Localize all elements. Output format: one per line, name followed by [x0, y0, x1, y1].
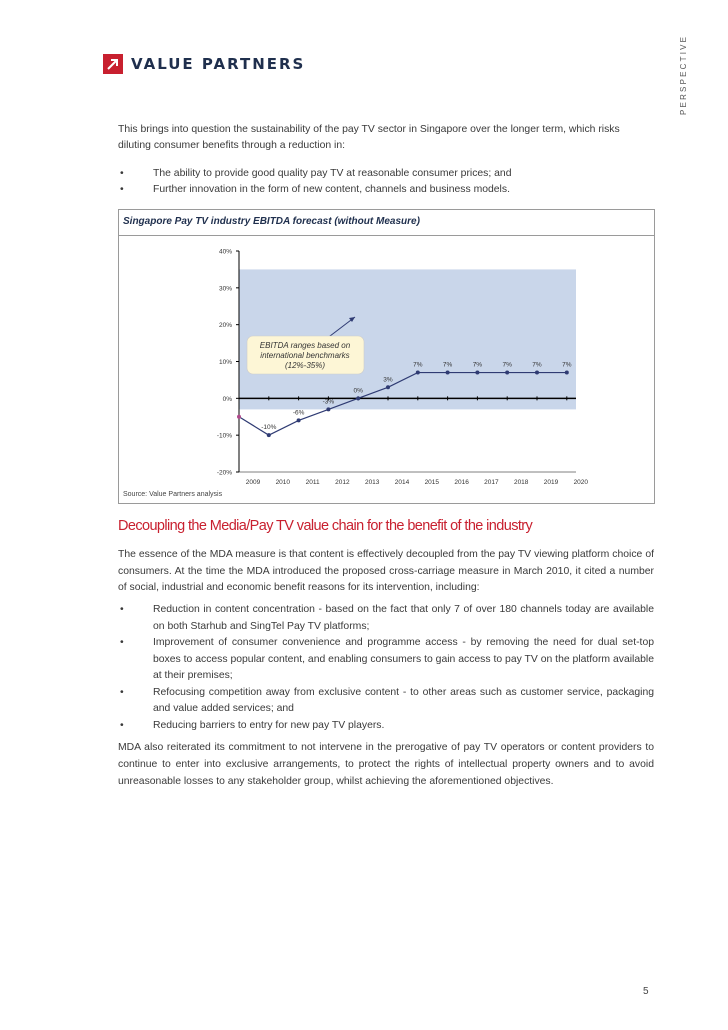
section-heading: Decoupling the Media/Pay TV value chain for the benefit of the industry — [118, 518, 533, 534]
x-tick-label: 2011 — [305, 479, 320, 486]
data-label: 7% — [502, 361, 512, 369]
figure-box — [118, 209, 655, 504]
annotation-text: (12%-35%) — [284, 361, 326, 370]
section-bullet-list — [118, 602, 654, 734]
closing-paragraph: MDA also reiterated its commitment to not intervene in the prerogative of pay TV operators or content providers to continue to enter into exclusive arrangements, to protect the rights of intellectual property owners and to avoid unreasonable losses to any stakeholder group, whilst achieving the aforementioned objectives. — [118, 742, 654, 787]
x-tick-label: 2020 — [573, 479, 589, 486]
figure-title: Singapore Pay TV industry EBITDA forecast (without Measure) — [123, 216, 420, 227]
annotation-text: international benchmarks — [260, 351, 350, 360]
y-tick-label: 20% — [218, 322, 232, 330]
page-number: 5 — [643, 986, 649, 997]
x-tick-label: 2013 — [364, 479, 380, 486]
annotation-text: EBITDA ranges based on — [259, 341, 351, 350]
data-point — [505, 371, 509, 375]
data-point — [475, 371, 479, 375]
data-label: 7% — [532, 361, 542, 369]
data-point — [386, 385, 390, 389]
data-label: -10% — [261, 424, 277, 432]
data-point — [356, 396, 360, 400]
intro-paragraph: This brings into question the sustainability of the pay TV sector in Singapore over the longer term, which risks diluting consumer benefits through a reduction in: — [118, 124, 620, 151]
brand-name: VALUE PARTNERS — [131, 55, 306, 73]
list-item: • Refocusing competition away from exclusive content - to other areas such as customer service, packaging and value added services; and — [118, 685, 654, 718]
y-tick-label: 0% — [222, 395, 232, 403]
x-tick-label: 2015 — [424, 479, 440, 486]
arrow-logo-icon — [103, 54, 123, 74]
list-item: • Improvement of consumer convenience and programme access - by removing the need for dual set-top boxes to access popular content, and enabling consumers to gain access to pay TV on the platform available at their premises; — [118, 635, 654, 685]
section-paragraph: The essence of the MDA measure is that content is effectively decoupled from the pay TV viewing platform choice of consumers. At the time the MDA introduced the proposed cross-carriage measure in March 2010, it cited a number of social, industrial and economic benefit reasons for its intervention, including: — [118, 549, 654, 593]
data-label: 7% — [442, 361, 453, 369]
y-tick-label: -20% — [216, 469, 232, 477]
list-item: • Reducing barriers to entry for new pay TV players. — [118, 718, 654, 735]
ebitda-chart — [119, 210, 654, 503]
list-item: • The ability to provide good quality pay TV at reasonable consumer prices; and — [118, 166, 654, 182]
x-tick-label: 2018 — [513, 479, 529, 486]
data-point — [416, 371, 420, 375]
x-tick-label: 2019 — [543, 479, 559, 486]
data-point — [565, 371, 569, 375]
intro-bullet-list — [118, 166, 654, 198]
data-label: 0% — [353, 387, 363, 395]
data-point — [297, 418, 301, 422]
y-tick-label: 40% — [218, 248, 232, 256]
data-label: -6% — [292, 409, 305, 417]
figure-source: Source: Value Partners analysis — [123, 491, 223, 498]
data-point — [326, 407, 330, 411]
data-label: 3% — [383, 376, 393, 384]
data-label: -3% — [322, 398, 335, 406]
x-tick-label: 2009 — [245, 479, 261, 486]
x-tick-label: 2014 — [394, 479, 410, 486]
list-item: • Reduction in content concentration - based on the fact that only 7 of over 180 channels today are available on both Starhub and SingTel Pay TV platforms; — [118, 602, 654, 635]
y-tick-label: 10% — [218, 359, 232, 366]
x-tick-label: 2016 — [454, 479, 469, 486]
y-tick-label: -10% — [216, 432, 232, 440]
data-point — [267, 433, 271, 437]
y-tick-label: 30% — [218, 285, 232, 293]
x-tick-label: 2010 — [275, 479, 291, 486]
data-label: 7% — [472, 361, 483, 369]
brand-logo — [103, 53, 305, 75]
x-tick-label: 2012 — [335, 479, 350, 486]
data-point — [535, 371, 539, 375]
section-label: PERSPECTIVE — [679, 34, 688, 116]
list-item: • Further innovation in the form of new content, channels and business models. — [118, 182, 654, 198]
data-point — [446, 371, 450, 375]
data-label: 7% — [413, 361, 423, 369]
data-label: 7% — [562, 361, 572, 369]
data-point — [237, 415, 241, 419]
x-tick-label: 2017 — [484, 479, 499, 486]
